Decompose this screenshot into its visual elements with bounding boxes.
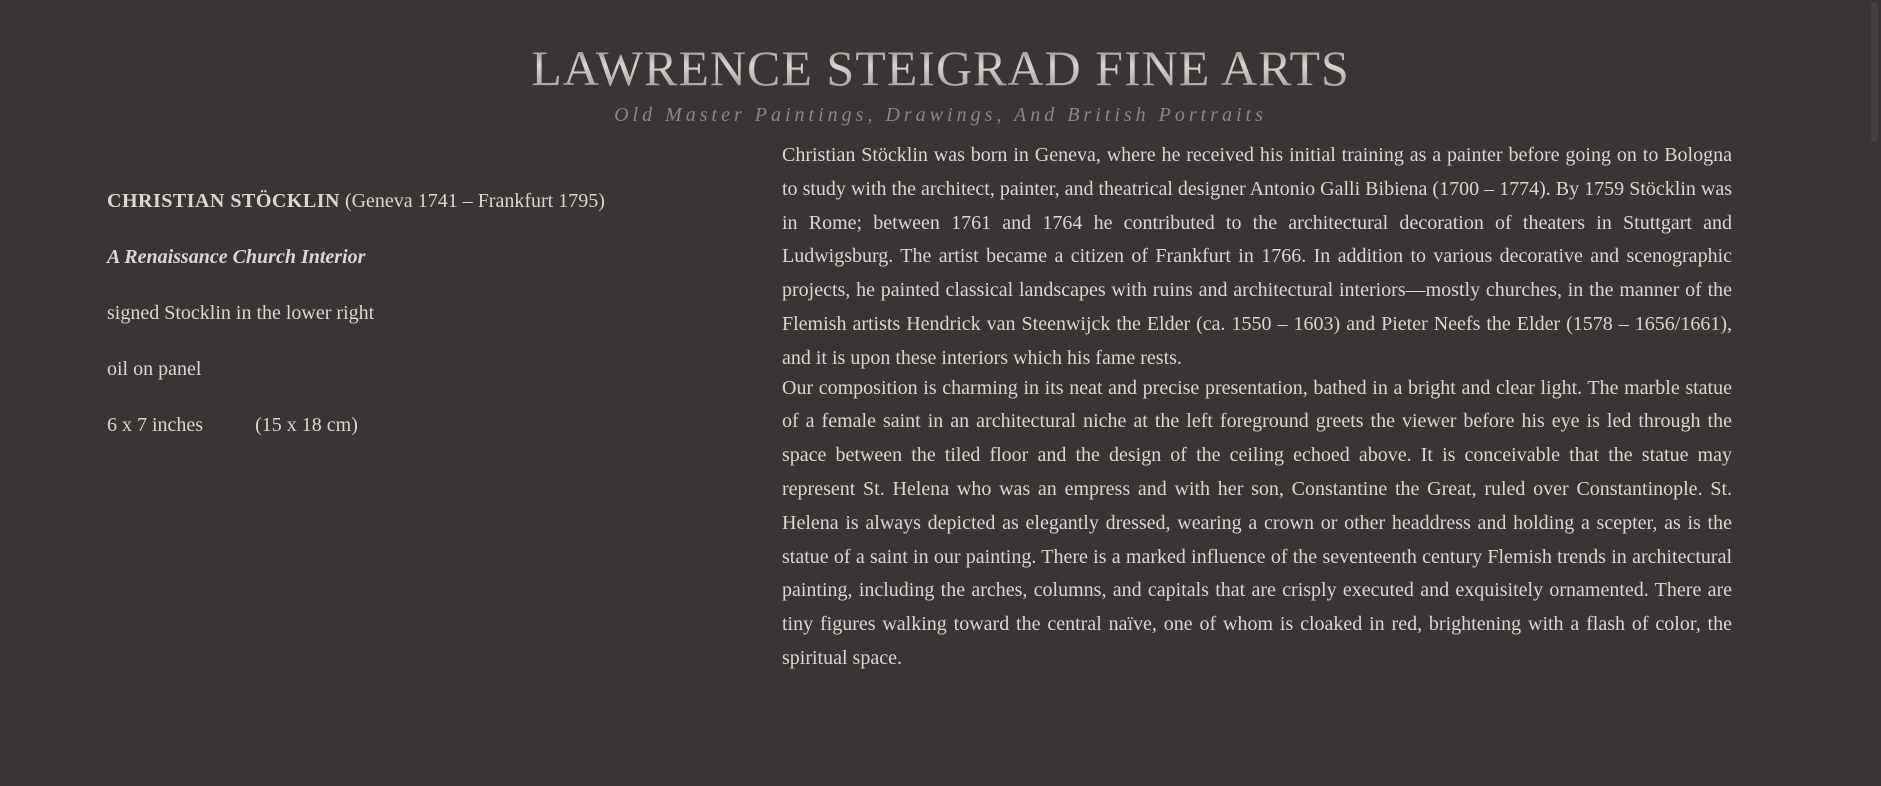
essay-paragraph: Christian Stöcklin was born in Geneva, where he received his initial training as a painter before going on to Bologna to study with the architect, painter, and theatrical designer Antonio Galli Bibiena (1700 – 1774). By 1759 Stöcklin was in Rome; between 1761 and 1764 he contributed to the architectural decoration of theaters in Stuttgart and Ludwigsburg. The artist became a citizen of Frankfurt in 1766. In addition to various decorative and scenographic projects, he painted classical landscapes with ruins and architectural interiors—mostly churches, in the manner of the Flemish artists Hendrick van Steenwijck the Elder (ca. 1550 – 1603) and Pieter Neefs the Elder (1578 – 1656/1661), and it is upon these interiors which his fame rests. xyxy=(782,144,1732,369)
site-title[interactable]: LAWRENCE STEIGRAD FINE ARTS xyxy=(0,38,1881,98)
page-scrollbar[interactable] xyxy=(1867,0,1881,786)
artwork-dimensions xyxy=(107,410,667,440)
artwork-medium: oil on panel xyxy=(107,358,202,380)
artist-line xyxy=(107,186,667,216)
scrollbar-thumb[interactable] xyxy=(1871,2,1878,142)
dimensions-inches: 6 x 7 inches xyxy=(107,414,204,436)
artwork-inscription: signed Stocklin in the lower right xyxy=(107,302,375,324)
artwork-essay xyxy=(782,139,1732,672)
artist-dates: (Geneva 1741 – Frankfurt 1795) xyxy=(339,190,605,212)
essay-paragraph: Our composition is charming in its neat and precise presentation, bathed in a bright and clear light. The marble statue of a female saint in an architectural niche at the left foreground greets the viewer before his eye is led through the space between the tiled floor and the design of the ceiling echoed above. It is conceivable that the statue may represent St. Helena who was an empress and with her son, Constantine the Great, ruled over Constantinople. St. Helena is always depicted as elegantly dressed, wearing a crown or other headdress and holding a scepter, as is the statue of a saint in our painting. There is a marked influence of the seventeenth century Flemish trends in architectural painting, including the arches, columns, and capitals that are crisply executed and exquisitely ornamented. There are tiny figures walking toward the central naïve, one of whom is cloaked in red, brightening with a flash of color, the spiritual space. xyxy=(782,376,1732,669)
artwork-title: A Renaissance Church Interior xyxy=(107,246,366,268)
site-subtitle: Old Master Paintings, Drawings, And British Portraits xyxy=(614,104,1267,126)
site-header xyxy=(0,38,1881,128)
artist-name: CHRISTIAN STÖCKLIN xyxy=(107,190,340,212)
artwork-details xyxy=(107,186,667,466)
dimensions-cm: (15 x 18 cm) xyxy=(255,414,358,436)
